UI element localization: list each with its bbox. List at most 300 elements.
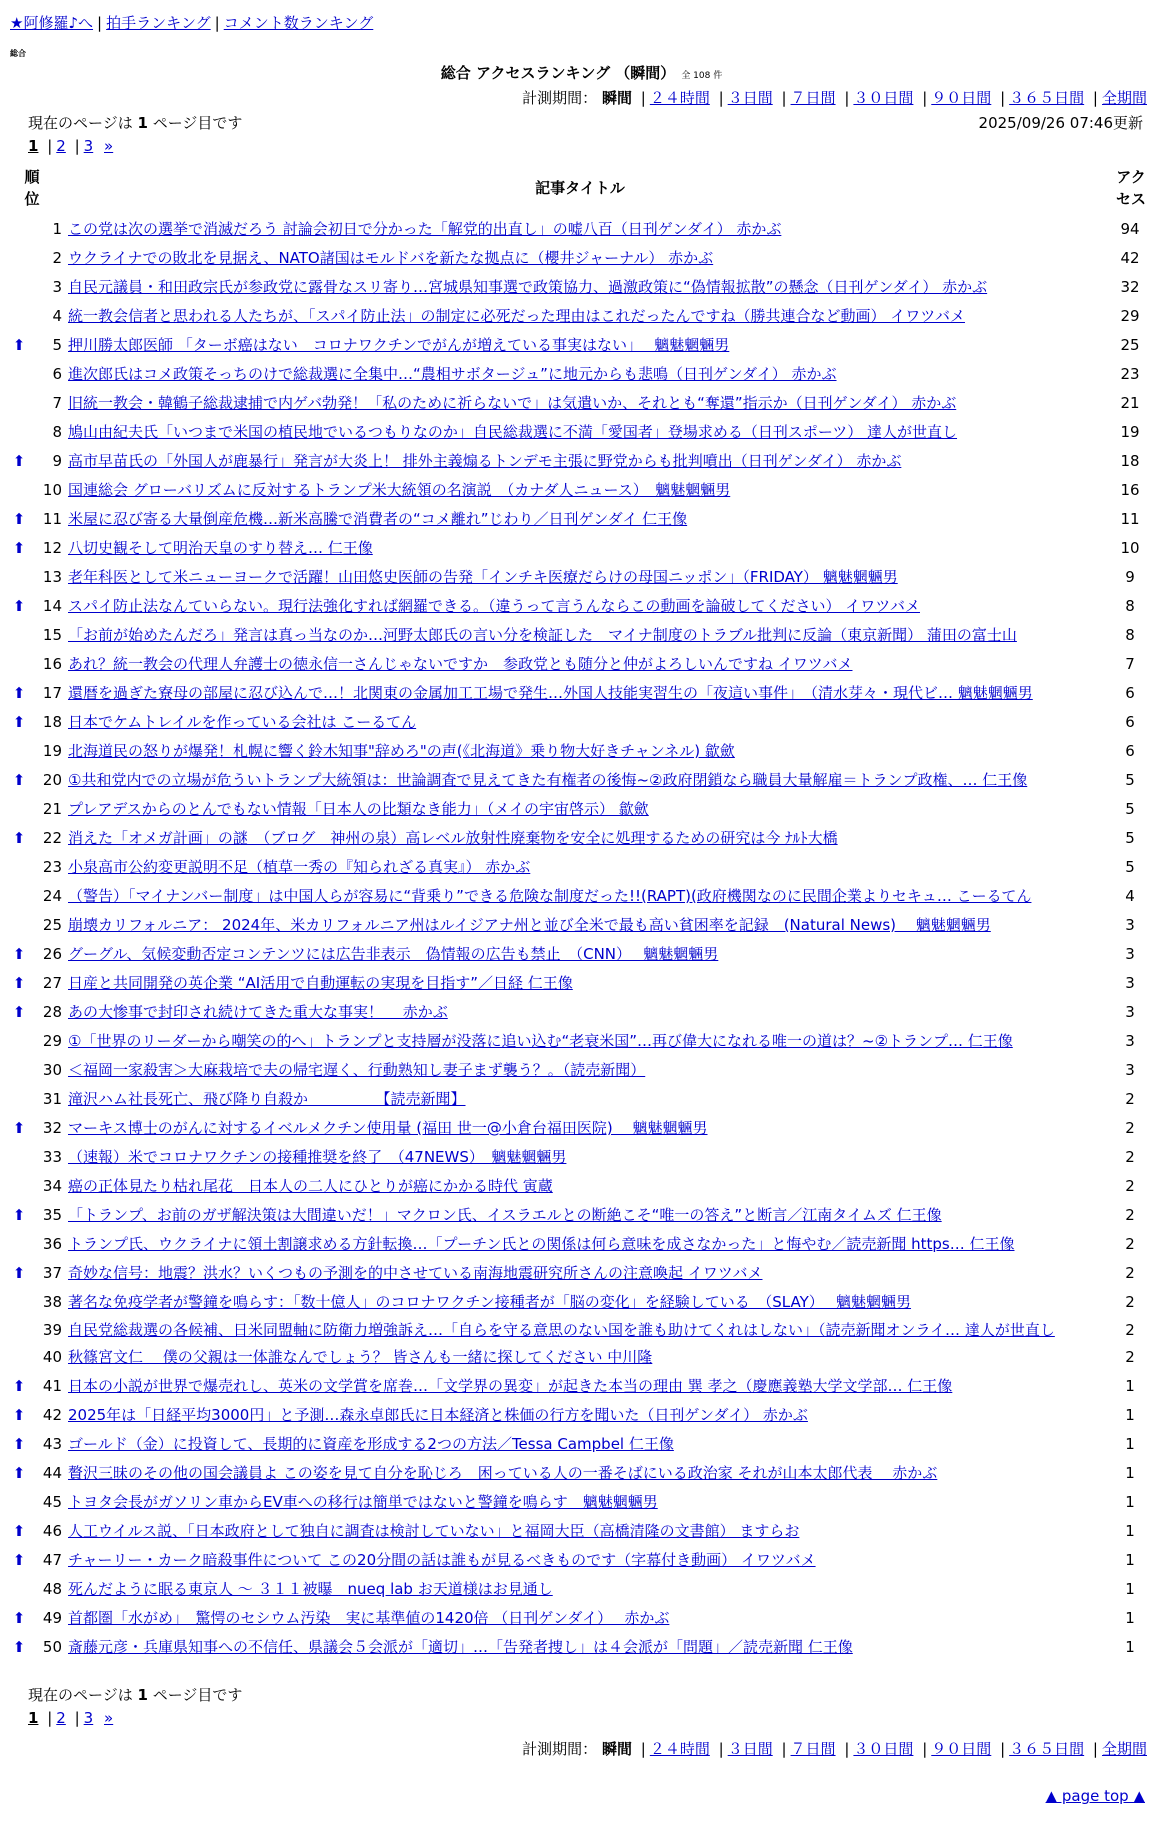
rank-up-arrow-icon: ⬆ (12, 510, 26, 528)
rank-number: 47 (42, 1551, 62, 1569)
article-title-link[interactable]: ①「世界のリーダーから嘲笑の的へ」トランプと支持層が没落に追い込む“老衰米国”…再び偉大になれる唯一の道は？~②トランプ… 仁王像 (68, 1032, 1013, 1050)
page-info-suffix: ページ目です (152, 114, 243, 132)
rank-number: 37 (42, 1264, 62, 1282)
rank-arrow-cell (10, 476, 28, 505)
rank-arrow-cell (10, 302, 28, 331)
access-count: 2 (1125, 1235, 1135, 1253)
period-selector-bottom (522, 1738, 1147, 1759)
article-title-link[interactable]: グーグル、気候変動否定コンテンツには広告非表示 偽情報の広告も禁止 （CNN） 魑魅魍魎男 (68, 945, 719, 963)
access-count: 23 (1120, 365, 1140, 383)
period-24h-link[interactable]: ２４時間 (649, 89, 710, 107)
rank-number: 44 (42, 1464, 62, 1482)
period-separator: | (781, 1740, 787, 1758)
rank-number: 33 (42, 1148, 62, 1166)
rank-up-arrow-icon: ⬆ (12, 771, 26, 789)
article-title-link[interactable]: 滝沢ハム社長死亡、飛び降り自殺か 【読売新聞】 (68, 1090, 466, 1108)
rank-number: 49 (42, 1609, 62, 1627)
rank-up-arrow-icon: ⬆ (12, 1119, 26, 1137)
rank-arrow-cell (10, 737, 28, 766)
article-title-link[interactable]: プレアデスからのとんでもない情報「日本人の比類なき能力」（メイの宇宙啓示） 歙歛 (68, 800, 649, 818)
article-title-link[interactable]: 日産と共同開発の英企業 “AI活用で自動運転の実現を目指す”／日経 仁王像 (68, 974, 573, 992)
access-count: 8 (1125, 626, 1135, 644)
pager-page-3[interactable]: 3 (83, 137, 94, 155)
article-title-link[interactable]: 「トランプ、お前のガザ解決策は大間違いだ！」マクロン氏、イスラエルとの断絶こそ“唯一の答え”と断言／江南タイムズ 仁王像 (68, 1206, 942, 1224)
article-title-cell (68, 824, 1110, 853)
rank-arrow-cell (10, 273, 28, 302)
top-nav (10, 12, 373, 33)
period-separator: | (718, 1740, 724, 1758)
rank-up-arrow-icon: ⬆ (12, 1264, 26, 1282)
access-count: 3 (1125, 1003, 1135, 1021)
rank-number: 45 (42, 1493, 62, 1511)
pager-page-2[interactable]: 2 (56, 137, 66, 155)
period-current: 瞬間 (601, 89, 632, 107)
article-title-cell (68, 969, 1110, 998)
period-7d-link[interactable]: ７日間 (790, 1740, 836, 1758)
article-title-link[interactable]: 進次郎氏はコメ政策そっちのけで総裁選に全集中…“農相サボタージュ”に地元からも悲鳴（日刊ゲンダイ） 赤かぶ (68, 365, 837, 383)
access-count: 7 (1125, 655, 1135, 673)
ranking-table (10, 215, 1150, 1662)
article-title-link[interactable]: 自民元議員・和田政宗氏が参政党に露骨なスリ寄り…宮城県知事選で政策協力、過激政策に“偽情報拡散”の懸念（日刊ゲンダイ） 赤かぶ (68, 278, 988, 296)
rank-number: 6 (52, 365, 62, 383)
period-365d-link[interactable]: ３６５日間 (1009, 1740, 1085, 1758)
period-30d-link[interactable]: ３０日間 (853, 89, 914, 107)
table-row (10, 940, 1150, 969)
table-row (10, 1343, 1150, 1372)
article-title-link[interactable]: 2025年は「日経平均3000円」と予測…森永卓郎氏に日本経済と株価の行方を聞いた（日刊ゲンダイ） 赤かぶ (68, 1406, 808, 1424)
article-title-cell (68, 650, 1110, 679)
rank-number: 2 (52, 249, 62, 267)
rank-arrow-cell (10, 650, 28, 679)
article-title-cell (68, 1459, 1110, 1488)
rank-arrow-cell (10, 1488, 28, 1517)
article-title-link[interactable]: （速報）米でコロナワクチンの接種推奨を終了 （47NEWS） 魑魅魍魎男 (68, 1148, 567, 1166)
access-count: 1 (1125, 1522, 1135, 1540)
table-row (10, 563, 1150, 592)
article-title-link[interactable]: 国連総会 グローバリズムに反対するトランプ米大統領の名演説 （カナダ人ニュース） 魑魅魍魎男 (68, 481, 731, 499)
article-title-link[interactable]: 米屋に忍び寄る大量倒産危機…新米高騰で消費者の“コメ離れ”じわり／日刊ゲンダイ 仁王像 (68, 510, 688, 528)
nav-link-clap-ranking[interactable]: 拍手ランキング (106, 14, 211, 32)
article-title-cell (68, 940, 1110, 969)
table-row (10, 853, 1150, 882)
period-separator: | (1000, 1740, 1006, 1758)
access-count: 29 (1120, 307, 1140, 325)
table-row (10, 592, 1150, 621)
rank-arrow-cell (10, 1143, 28, 1172)
period-365d-link[interactable]: ３６５日間 (1009, 89, 1085, 107)
rank-number: 28 (42, 1003, 62, 1021)
rank-number: 19 (42, 742, 62, 760)
article-title-link[interactable]: チャーリー・カーク暗殺事件について この20分間の話は誰もが見るべきものです（字幕付き動画） イワツバメ (68, 1551, 816, 1569)
section-tag: 総合 (10, 49, 26, 58)
updated-timestamp: 2025/09/26 07:46更新 (978, 114, 1143, 132)
rank-number: 26 (42, 945, 62, 963)
article-title-link[interactable]: 自民党総裁選の各候補、日米同盟軸に防衛力増強訴え…「自らを守る意思のない国を誰も助けてくれはしない」（読売新聞オンライ… 達人が世直し (68, 1321, 1055, 1339)
rank-arrow-cell (10, 1317, 28, 1343)
article-title-cell (68, 1143, 1110, 1172)
access-count: 10 (1120, 539, 1140, 557)
rank-number: 16 (42, 655, 62, 673)
rank-number: 22 (42, 829, 62, 847)
access-count: 5 (1125, 800, 1135, 818)
article-title-cell (68, 360, 1110, 389)
article-title-link[interactable]: トランプ氏、ウクライナに領土割譲求める方針転換…「プーチン氏との関係は何ら意味を成さなかった」と悔やむ／読売新聞 https… 仁王像 (68, 1235, 1015, 1253)
article-title-link[interactable]: （警告）「マイナンバー制度」は中国人らが容易に“背乗り”できる危険な制度だった!!(RAPT)(政府機関なのに民間企業よりセキュ… こーるてん (68, 887, 1032, 905)
table-row (10, 1230, 1150, 1259)
rank-up-arrow-icon: ⬆ (12, 1377, 26, 1395)
rank-number: 24 (42, 887, 62, 905)
period-separator: | (922, 1740, 928, 1758)
table-row (10, 679, 1150, 708)
table-row (10, 1027, 1150, 1056)
rank-up-arrow-icon: ⬆ (12, 1609, 26, 1627)
rank-up-arrow-icon: ⬆ (12, 974, 26, 992)
article-title-link[interactable]: 日本でケムトレイルを作っている会社は こーるてん (68, 713, 417, 731)
article-title-cell (68, 302, 1110, 331)
access-count: 6 (1125, 742, 1135, 760)
article-title-cell (68, 1259, 1110, 1288)
rank-number: 14 (42, 597, 62, 615)
article-title-cell (68, 1343, 1110, 1372)
rank-number: 21 (42, 800, 62, 818)
article-title-link[interactable]: 贅沢三昧のその他の国会議員よ この姿を見て自分を恥じろ 困っている人の一番そばにいる政治家 それが山本太郎代表 赤かぶ (68, 1464, 938, 1482)
article-title-link[interactable]: この党は次の選挙で消滅だろう 討論会初日で分かった「解党的出直し」の嘘八百（日刊ゲンダイ） 赤かぶ (68, 220, 782, 238)
article-title-cell (68, 882, 1110, 911)
header-access: アクセス (1115, 168, 1146, 208)
article-title-link[interactable]: ゴールド（金）に投資して、長期的に資産を形成する2つの方法／Tessa Campbel 仁王像 (68, 1435, 674, 1453)
article-title-link[interactable]: 崩壊カリフォルニア： 2024年、米カリフォルニア州はルイジアナ州と並び全米で最も高い貧困率を記録 (Natural News) 魑魅魍魎男 (68, 916, 991, 934)
pager-separator: | (74, 1709, 80, 1727)
article-title-link[interactable]: 統一教会信者と思われる人たちが、「スパイ防止法」の制定に必死だった理由はこれだったんですね（勝共連合など動画） イワツバメ (68, 307, 965, 325)
page-info-top (28, 112, 242, 133)
header-title: 記事タイトル (535, 179, 625, 197)
access-count: 3 (1125, 945, 1135, 963)
pager-page-2[interactable]: 2 (56, 1709, 66, 1727)
table-row (10, 882, 1150, 911)
rank-up-arrow-icon: ⬆ (12, 1551, 26, 1569)
rank-arrow-cell (10, 882, 28, 911)
rank-up-arrow-icon: ⬆ (12, 597, 26, 615)
article-title-cell (68, 1575, 1110, 1604)
access-count: 11 (1120, 510, 1140, 528)
access-count: 2 (1125, 1206, 1135, 1224)
rank-up-arrow-icon: ⬆ (12, 1206, 26, 1224)
access-count: 1 (1125, 1609, 1135, 1627)
period-label: 計測期間： (522, 1740, 598, 1758)
rank-number: 31 (42, 1090, 62, 1108)
rank-number: 35 (42, 1206, 62, 1224)
article-title-link[interactable]: 人工ウイルス説、「日本政府として独自に調査は検討していない」と福岡大臣（高橋清隆の文書館） ますらお (68, 1522, 800, 1540)
table-row (10, 1575, 1150, 1604)
rank-number: 40 (42, 1348, 62, 1366)
article-title-cell (68, 1604, 1110, 1633)
total-count: 全 108 件 (681, 71, 723, 81)
access-count: 42 (1120, 249, 1140, 267)
table-row (10, 1401, 1150, 1430)
access-count: 2 (1125, 1348, 1135, 1366)
article-title-link[interactable]: 著名な免疫学者が警鐘を鳴らす：「数十億人」のコロナワクチン接種者が「脳の変化」を経験している （SLAY） 魑魅魍魎男 (68, 1293, 912, 1311)
article-title-link[interactable]: 高市早苗氏の「外国人が鹿暴行」発言が大炎上！ 排外主義煽るトンデモ主張に野党からも批判噴出（日刊ゲンダイ） 赤かぶ (68, 452, 902, 470)
article-title-link[interactable]: 消えた「オメガ計画」の謎 （ブログ 神州の泉）高レベル放射性廃棄物を安全に処理するための研究は今 ﾅﾙﾄ大橋 (68, 829, 838, 847)
access-count: 5 (1125, 829, 1135, 847)
rank-arrow-cell (10, 418, 28, 447)
rank-arrow-cell (10, 244, 28, 273)
access-count: 5 (1125, 858, 1135, 876)
rank-number: 43 (42, 1435, 62, 1453)
article-title-link[interactable]: 還暦を過ぎた寮母の部屋に忍び込んで…！北関東の金属加工工場で発生…外国人技能実習生の「夜這い事件」 （清水芽々・現代ビ… 魑魅魍魎男 (68, 684, 1033, 702)
access-count: 8 (1125, 597, 1135, 615)
access-count: 1 (1125, 1551, 1135, 1569)
rank-up-arrow-icon: ⬆ (12, 713, 26, 731)
nav-link-comment-ranking[interactable]: コメント数ランキング (223, 14, 374, 32)
rank-number: 13 (42, 568, 62, 586)
article-title-cell (68, 766, 1110, 795)
rank-number: 34 (42, 1177, 62, 1195)
rank-arrow-cell (10, 215, 28, 244)
article-title-cell (68, 1114, 1110, 1143)
rank-number: 3 (52, 278, 62, 296)
article-title-link[interactable]: 北海道民の怒りが爆発！札幌に響く鈴木知事"辞めろ"の声(《北海道》乗り物大好きチャンネル) 歙歛 (68, 742, 735, 760)
rank-number: 38 (42, 1293, 62, 1311)
period-separator: | (844, 1740, 850, 1758)
rank-number: 39 (42, 1321, 62, 1339)
rank-arrow-cell (10, 1172, 28, 1201)
rank-number: 1 (52, 220, 62, 238)
page-info-prefix: 現在のページは (28, 114, 133, 132)
page-info-number: 1 (137, 114, 148, 132)
article-title-cell (68, 389, 1110, 418)
page-info-bottom (28, 1684, 242, 1705)
access-count: 2 (1125, 1090, 1135, 1108)
nav-link-asyura[interactable]: ★阿修羅♪へ (10, 14, 94, 32)
article-title-cell (68, 1488, 1110, 1517)
table-row (10, 418, 1150, 447)
rank-number: 27 (42, 974, 62, 992)
rank-number: 42 (42, 1406, 62, 1424)
article-title-cell (68, 1517, 1110, 1546)
table-row (10, 824, 1150, 853)
article-title-cell (68, 1546, 1110, 1575)
access-count: 25 (1120, 336, 1140, 354)
period-90d-link[interactable]: ９０日間 (931, 89, 992, 107)
article-title-cell (68, 1317, 1110, 1343)
rank-arrow-cell (10, 360, 28, 389)
rank-number: 12 (42, 539, 62, 557)
page-title (0, 62, 1163, 83)
pager-current: 1 (28, 137, 39, 155)
period-separator: | (718, 89, 724, 107)
rank-number: 4 (52, 307, 62, 325)
period-all-link[interactable]: 全期間 (1101, 1740, 1147, 1758)
table-row (10, 1488, 1150, 1517)
article-title-cell (68, 911, 1110, 940)
rank-number: 8 (52, 423, 62, 441)
article-title-link[interactable]: 鳩山由紀夫氏「いつまで米国の植民地でいるつもりなのか」自民総裁選に不満「愛国者」登場求める（日刊スポーツ） 達人が世直し (68, 423, 958, 441)
article-title-link[interactable]: 秋篠宮文仁 僕の父親は一体誰なんでしょう？ 皆さんも一緒に探してください 中川隆 (68, 1348, 653, 1366)
period-30d-link[interactable]: ３０日間 (853, 1740, 914, 1758)
article-title-link[interactable]: ①共和党内での立場が危ういトランプ大統領は：世論調査で見えてきた有権者の後悔~②政府閉鎖なら職員大量解雇＝トランプ政権、… 仁王像 (68, 771, 1028, 789)
rank-number: 15 (42, 626, 62, 644)
article-title-link[interactable]: 「お前が始めたんだろ」発言は真っ当なのか…河野太郎氏の言い分を検証した マイナ制度のトラブル批判に反論（東京新聞） 蒲田の富士山 (68, 626, 1017, 644)
table-row (10, 244, 1150, 273)
pager-next[interactable]: » (104, 137, 114, 155)
page-info-number: 1 (137, 1686, 148, 1704)
access-count: 1 (1125, 1638, 1135, 1656)
rank-up-arrow-icon: ⬆ (12, 1638, 26, 1656)
article-title-cell (68, 1056, 1110, 1085)
page-top-link[interactable]: ▲ page top ▲ (1045, 1787, 1145, 1805)
period-separator: | (844, 89, 850, 107)
rank-number: 41 (42, 1377, 62, 1395)
access-count: 1 (1125, 1493, 1135, 1511)
rank-arrow-cell (10, 1056, 28, 1085)
page-title-text: 総合 アクセスランキング （瞬間） (440, 64, 676, 82)
article-title-link[interactable]: 癌の正体見たり枯れ尾花 日本人の二人にひとりが癌にかかる時代 寅蔵 (68, 1177, 553, 1195)
article-title-link[interactable]: マーキス博士のがんに対するイベルメクチン使用量 (福田 世一@小倉台福田医院) 魑魅魍魎男 (68, 1119, 708, 1137)
access-count: 94 (1120, 220, 1140, 238)
period-separator: | (1092, 89, 1098, 107)
article-title-cell (68, 853, 1110, 882)
table-row (10, 476, 1150, 505)
access-count: 2 (1125, 1293, 1135, 1311)
period-all-link[interactable]: 全期間 (1101, 89, 1147, 107)
access-count: 2 (1125, 1321, 1135, 1339)
rank-arrow-cell (10, 795, 28, 824)
access-count: 3 (1125, 1032, 1135, 1050)
period-selector-top (522, 87, 1147, 108)
period-24h-link[interactable]: ２４時間 (649, 1740, 710, 1758)
table-row (10, 302, 1150, 331)
article-title-link[interactable]: ＜福岡一家殺害＞大麻栽培で夫の帰宅遅く、行動熟知し妻子まず襲う？。（読売新聞） (68, 1061, 646, 1079)
table-row (10, 1143, 1150, 1172)
pager-bottom (28, 1709, 113, 1727)
access-count: 19 (1120, 423, 1140, 441)
period-7d-link[interactable]: ７日間 (790, 89, 836, 107)
rank-up-arrow-icon: ⬆ (12, 829, 26, 847)
access-count: 4 (1125, 887, 1135, 905)
pager-separator: | (74, 137, 80, 155)
table-row (10, 1546, 1150, 1575)
table-row (10, 998, 1150, 1027)
rank-number: 9 (52, 452, 62, 470)
article-title-link[interactable]: 斎藤元彦・兵庫県知事への不信任、県議会５会派が「適切」…「告発者捜し」は４会派が「問題」／読売新聞 仁王像 (68, 1638, 853, 1656)
period-separator: | (640, 1740, 646, 1758)
rank-arrow-cell (10, 1288, 28, 1317)
table-row (10, 447, 1150, 476)
table-row (10, 360, 1150, 389)
access-count: 5 (1125, 771, 1135, 789)
rank-up-arrow-icon: ⬆ (12, 1003, 26, 1021)
article-title-link[interactable]: 首都圏「水がめ」 驚愕のセシウム汚染 実に基準値の1420倍 （日刊ゲンダイ） 赤かぶ (68, 1609, 670, 1627)
rank-arrow-cell (10, 563, 28, 592)
article-title-link[interactable]: 八切史観そして明治天皇のすり替え… 仁王像 (68, 539, 373, 557)
article-title-link[interactable]: 死んだように眠る東京人 ～ ３１１被曝 nueq lab お天道様はお見通し (68, 1580, 553, 1598)
rank-number: 23 (42, 858, 62, 876)
table-row (10, 795, 1150, 824)
period-3d-link[interactable]: ３日間 (727, 1740, 773, 1758)
header-rank: 順位 (24, 168, 40, 208)
access-count: 3 (1125, 1061, 1135, 1079)
article-title-cell (68, 534, 1110, 563)
article-title-link[interactable]: 老年科医として米ニューヨークで活躍！山田悠史医師の告発「インチキ医療だらけの母国ニッポン」（FRIDAY） 魑魅魍魎男 (68, 568, 898, 586)
table-row (10, 1259, 1150, 1288)
access-count: 1 (1125, 1406, 1135, 1424)
rank-arrow-cell (10, 621, 28, 650)
rank-up-arrow-icon: ⬆ (12, 336, 26, 354)
article-title-cell (68, 737, 1110, 766)
rank-arrow-cell (10, 1343, 28, 1372)
article-title-cell (68, 1372, 1110, 1401)
table-row (10, 1056, 1150, 1085)
article-title-link[interactable]: 押川勝太郎医師 「ターボ癌はない コロナワクチンでがんが増えている事実はない」 魑魅魍魎男 (68, 336, 730, 354)
pager-page-3[interactable]: 3 (83, 1709, 94, 1727)
rank-number: 10 (42, 481, 62, 499)
access-count: 3 (1125, 974, 1135, 992)
rank-up-arrow-icon: ⬆ (12, 1464, 26, 1482)
period-current: 瞬間 (601, 1740, 632, 1758)
article-title-link[interactable]: ウクライナでの敗北を見据え、NATO諸国はモルドバを新たな拠点に（櫻井ジャーナル） 赤かぶ (68, 249, 714, 267)
table-row (10, 1372, 1150, 1401)
article-title-link[interactable]: あれ？統一教会の代理人弁護士の徳永信一さんじゃないですか 参政党とも随分と仲がよろしいんですね イワツバメ (68, 655, 853, 673)
rank-number: 29 (42, 1032, 62, 1050)
pager-top (28, 137, 113, 155)
rank-arrow-cell (10, 389, 28, 418)
article-title-cell (68, 1201, 1110, 1230)
article-title-cell (68, 1633, 1110, 1662)
article-title-cell (68, 418, 1110, 447)
article-title-cell (68, 505, 1110, 534)
pager-next[interactable]: » (104, 1709, 114, 1727)
article-title-link[interactable]: スパイ防止法なんていらない。現行法強化すれば網羅できる。（違うって言うんならこの動画を論破してください） イワツバメ (68, 597, 920, 615)
period-3d-link[interactable]: ３日間 (727, 89, 773, 107)
rank-number: 50 (42, 1638, 62, 1656)
article-title-cell (68, 273, 1110, 302)
article-title-cell (68, 215, 1110, 244)
rank-number: 5 (52, 336, 62, 354)
pager-current: 1 (28, 1709, 39, 1727)
article-title-link[interactable]: 日本の小説が世界で爆売れし、英米の文学賞を席巻…「文学界の異変」が起きた本当の理由 巽 孝之（慶應義塾大学文学部… 仁王像 (68, 1377, 953, 1395)
access-count: 1 (1125, 1377, 1135, 1395)
table-row (10, 737, 1150, 766)
article-title-cell (68, 563, 1110, 592)
access-count: 2 (1125, 1177, 1135, 1195)
article-title-cell (68, 476, 1110, 505)
table-row (10, 1633, 1150, 1662)
table-row (10, 708, 1150, 737)
access-count: 1 (1125, 1464, 1135, 1482)
period-90d-link[interactable]: ９０日間 (931, 1740, 992, 1758)
table-row (10, 650, 1150, 679)
nav-separator: | (214, 14, 220, 32)
article-title-cell (68, 998, 1110, 1027)
period-separator: | (1000, 89, 1006, 107)
article-title-link[interactable]: トヨタ会長がガソリン車からEV車への移行は簡単ではないと警鐘を鳴らす 魑魅魍魎男 (68, 1493, 658, 1511)
rank-arrow-cell (10, 911, 28, 940)
table-row (10, 621, 1150, 650)
article-title-link[interactable]: あの大惨事で封印され続けてきた重大な事実！ 赤かぶ (68, 1003, 448, 1021)
article-title-link[interactable]: 奇妙な信号：地震？洪水？いくつもの予測を的中させている南海地震研究所さんの注意喚起 イワツバメ (68, 1264, 763, 1282)
table-row (10, 1430, 1150, 1459)
access-count: 16 (1120, 481, 1140, 499)
article-title-link[interactable]: 旧統一教会・韓鶴子総裁逮捕で内ゲバ勃発！「私のために祈らないで」は気遣いか、それとも“奪還”指示か（日刊ゲンダイ） 赤かぶ (68, 394, 957, 412)
nav-separator: | (97, 14, 103, 32)
period-separator: | (1092, 1740, 1098, 1758)
article-title-link[interactable]: 小泉高市公約変更説明不足（植草一秀の『知られざる真実』） 赤かぶ (68, 858, 531, 876)
table-row (10, 1085, 1150, 1114)
access-count: 6 (1125, 684, 1135, 702)
article-title-cell (68, 621, 1110, 650)
table-row (10, 1604, 1150, 1633)
